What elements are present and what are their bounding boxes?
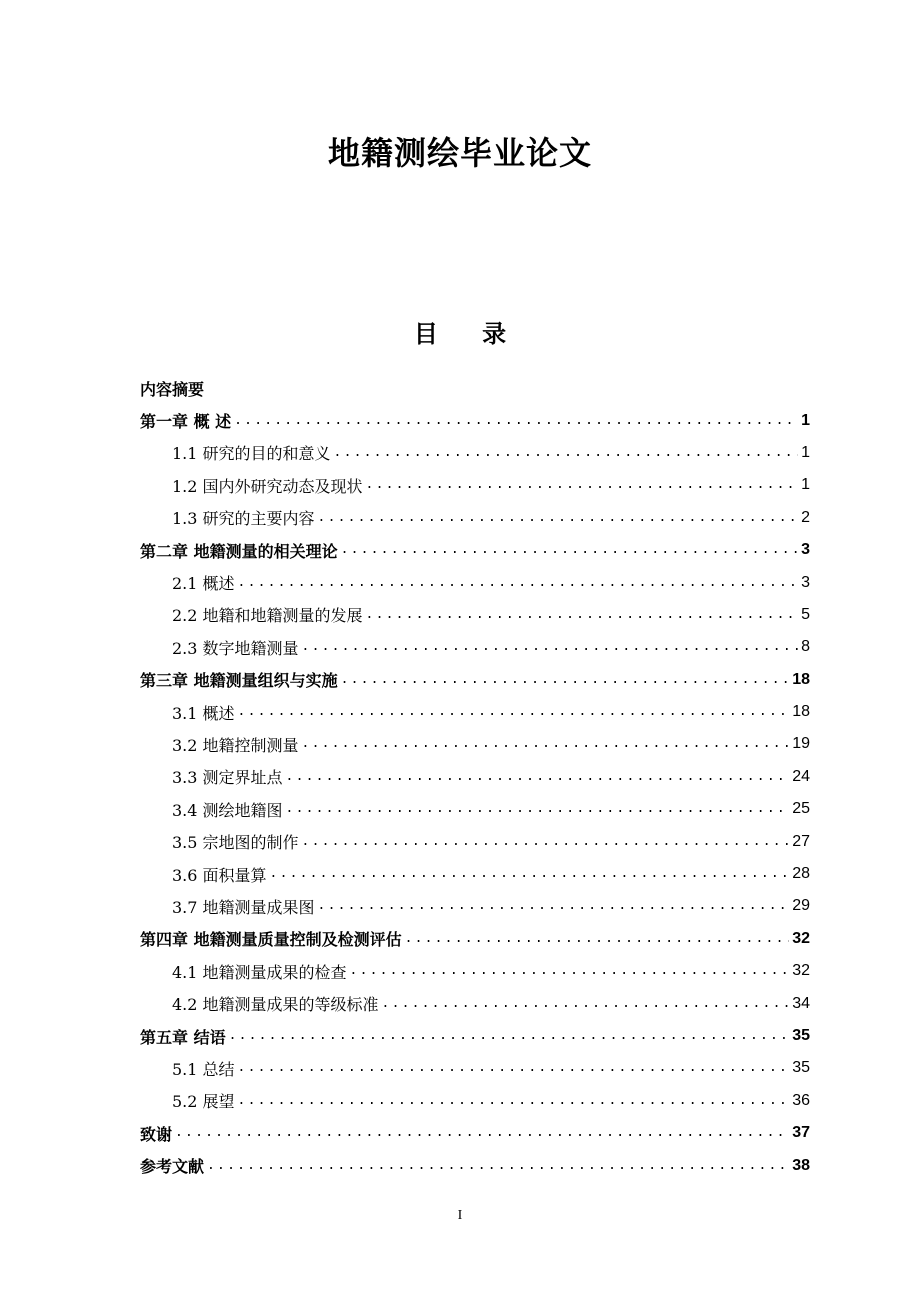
toc-entry-text: 3.3 测定界址点 — [172, 768, 283, 788]
toc-entry-page: 36 — [792, 1091, 810, 1109]
toc-entry[interactable] — [140, 664, 810, 696]
toc-dot-leader — [302, 833, 790, 851]
toc-dot-leader — [238, 1059, 790, 1077]
toc-entry-text: 3.2 地籍控制测量 — [172, 735, 299, 755]
toc-entry[interactable] — [140, 858, 810, 890]
toc-entry[interactable] — [140, 761, 810, 793]
toc-dot-leader — [302, 638, 799, 656]
toc-dot-leader — [405, 930, 790, 948]
toc-dot-leader — [334, 444, 799, 462]
toc-entry[interactable] — [140, 599, 810, 631]
toc-entry-text: 5.1 总结 — [172, 1059, 235, 1079]
toc-dot-leader — [229, 1027, 790, 1045]
toc-entry[interactable] — [140, 825, 810, 857]
toc-dot-leader — [341, 671, 790, 689]
toc-entry-page: 29 — [792, 897, 810, 915]
toc-entry-page: 35 — [792, 1059, 810, 1077]
toc-entry-page: 1 — [801, 476, 810, 494]
toc-dot-leader — [382, 995, 790, 1013]
toc-entry-text: 致谢 — [140, 1124, 173, 1144]
toc-entry[interactable] — [140, 696, 810, 728]
toc-entry-page: 3 — [801, 541, 810, 559]
toc-entry-text: 1.3 研究的主要内容 — [172, 509, 315, 529]
document-title: 地籍测绘毕业论文 — [327, 134, 592, 172]
toc-heading: 目 录 — [413, 320, 525, 348]
toc-dot-leader — [207, 1157, 789, 1175]
toc-dot-leader — [366, 476, 799, 494]
toc-entry-text: 1.2 国内外研究动态及现状 — [172, 476, 363, 496]
toc-entry[interactable] — [140, 437, 810, 469]
toc-entry-text: 第二章 地籍测量的相关理论 — [140, 541, 338, 561]
toc-entry-page: 25 — [792, 800, 810, 818]
toc-entry-page: 1 — [801, 443, 810, 461]
toc-dot-leader — [270, 865, 790, 883]
toc-entry-text: 3.1 概述 — [172, 703, 235, 723]
toc-entry[interactable] — [140, 404, 810, 436]
toc-entry-page: 18 — [792, 670, 810, 688]
toc-dot-leader — [238, 574, 799, 592]
toc-entry-text: 2.2 地籍和地籍测量的发展 — [172, 606, 363, 626]
toc-entry-page: 24 — [792, 767, 810, 785]
toc-entry[interactable] — [140, 890, 810, 922]
toc-abstract-entry[interactable] — [140, 372, 810, 404]
toc-entry-text: 3.5 宗地图的制作 — [172, 833, 299, 853]
toc-dot-leader — [175, 1124, 789, 1142]
toc-dot-leader — [318, 509, 799, 527]
toc-entry-page: 34 — [792, 994, 810, 1012]
toc-dot-leader — [366, 606, 799, 624]
toc-entry[interactable] — [140, 631, 810, 663]
toc-list — [140, 404, 810, 1181]
toc-entry-page: 27 — [792, 832, 810, 850]
toc-entry-page: 37 — [792, 1124, 810, 1142]
toc-entry-text: 第四章 地籍测量质量控制及检测评估 — [140, 930, 402, 950]
toc-entry-text: 3.4 测绘地籍图 — [172, 800, 283, 820]
toc-dot-leader — [318, 897, 790, 915]
toc-entry-page: 18 — [792, 703, 810, 721]
toc-entry-page: 28 — [792, 865, 810, 883]
toc-entry-page: 5 — [801, 605, 810, 623]
toc-dot-leader — [286, 800, 790, 818]
toc-dot-leader — [350, 962, 790, 980]
toc-entry-text: 第三章 地籍测量组织与实施 — [140, 671, 338, 691]
toc-entry[interactable] — [140, 987, 810, 1019]
toc-entry[interactable] — [140, 1117, 810, 1149]
toc-entry[interactable] — [140, 728, 810, 760]
toc-entry[interactable] — [140, 502, 810, 534]
toc-entry-text: 2.3 数字地籍测量 — [172, 638, 299, 658]
toc-entry-text: 内容摘要 — [140, 379, 205, 399]
toc-entry[interactable] — [140, 1052, 810, 1084]
toc-entry[interactable] — [140, 955, 810, 987]
toc-entry-page: 8 — [801, 638, 810, 656]
toc-entry-text: 第五章 结语 — [140, 1027, 226, 1047]
toc-dot-leader — [302, 735, 790, 753]
toc-dot-leader — [286, 768, 790, 786]
toc-entry-text: 3.7 地籍测量成果图 — [172, 897, 315, 917]
toc-entry[interactable] — [140, 469, 810, 501]
toc-dot-leader — [341, 541, 799, 559]
toc-entry-text: 4.2 地籍测量成果的等级标准 — [172, 995, 379, 1015]
toc-entry[interactable] — [140, 534, 810, 566]
toc-entry-text: 2.1 概述 — [172, 574, 235, 594]
toc-entry-page: 1 — [801, 411, 810, 429]
toc-entry[interactable] — [140, 793, 810, 825]
toc-entry-page: 38 — [792, 1156, 810, 1174]
toc-entry-page: 32 — [792, 962, 810, 980]
toc-entry-page: 19 — [792, 735, 810, 753]
toc-dot-leader — [234, 412, 798, 430]
toc-dot-leader — [238, 1092, 790, 1110]
toc-entry[interactable] — [140, 1085, 810, 1117]
toc-entry-page: 35 — [792, 1027, 810, 1044]
toc-entry-text: 参考文献 — [140, 1157, 205, 1177]
toc-entry[interactable] — [140, 1020, 810, 1052]
toc-entry-text: 3.6 面积量算 — [172, 865, 267, 885]
toc-dot-leader — [238, 703, 790, 721]
table-of-contents — [140, 372, 810, 1182]
toc-entry-page: 32 — [792, 929, 810, 947]
toc-entry-text: 1.1 研究的目的和意义 — [172, 444, 331, 464]
page-number: I — [457, 1208, 463, 1223]
toc-entry-text: 5.2 展望 — [172, 1092, 235, 1112]
toc-entry-page: 2 — [801, 508, 810, 526]
toc-entry[interactable] — [140, 923, 810, 955]
toc-entry-page: 3 — [801, 573, 810, 591]
toc-entry-text: 4.1 地籍测量成果的检查 — [172, 962, 347, 982]
toc-entry[interactable] — [140, 566, 810, 598]
toc-entry[interactable] — [140, 1149, 810, 1181]
toc-entry-text: 第一章 概 述 — [140, 412, 232, 432]
